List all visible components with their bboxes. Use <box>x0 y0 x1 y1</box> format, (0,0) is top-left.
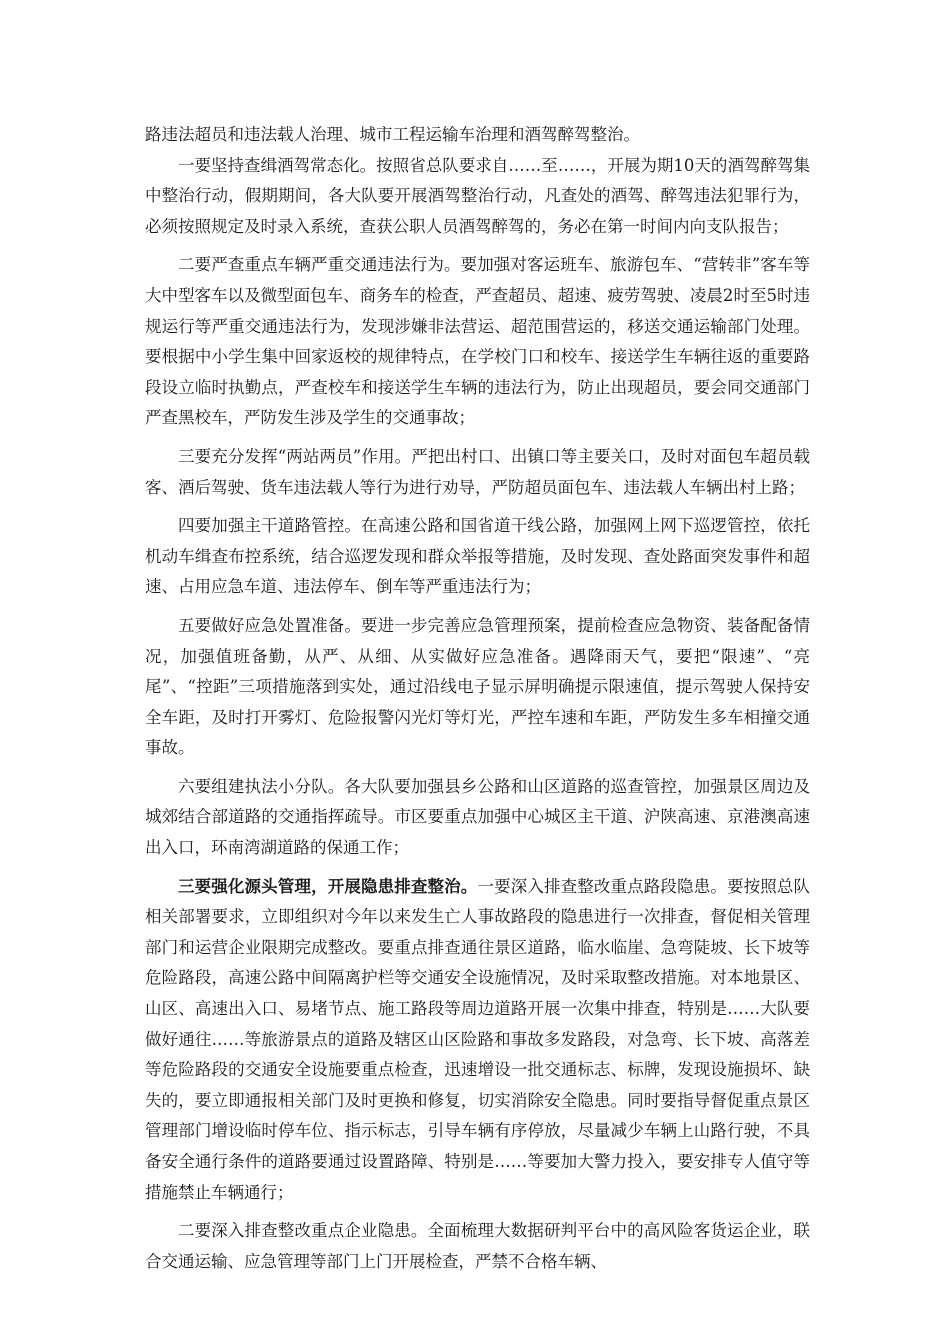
paragraph-emergency: 五要做好应急处置准备。要进一步完善应急管理预案，提前检查应急物资、装备配备情况，加强值班备勤，从严、从细、从实做好应急准备。遇降雨天气，要把“限速”、“亮尾”、“控距”三项措施落到实处，通过沿线电子显示屏明确提示限速值，提示驾驶人保持安全车距，及时打开雾灯、危险报警闪光灯等灯光，严控车速和车距，严防发生多车相撞交通事故。 <box>145 615 810 758</box>
section-heading: 三要强化源头管理，开展隐患排查整治。 <box>178 876 478 896</box>
paragraph-trunk-roads: 四要加强主干道路管控。在高速公路和国省道干线公路，加强网上网下巡逻管控，依托机动车缉查布控系统，结合巡逻发现和群众举报等措施，及时发现、查处路面突发事件和超速、占用应急车道、违法停车、倒车等严重违法行为； <box>145 516 810 597</box>
paragraph-continuation: 路违法超员和违法载人治理、城市工程运输车治理和酒驾醉驾整治。 <box>145 125 640 144</box>
document-page <box>145 120 810 1277</box>
paragraph-drunk-driving: 一要坚持查缉酒驾常态化。按照省总队要求自……至……，开展为期10天的酒驾醉驾集中整治行动，假期期间，各大队要开展酒驾整治行动，凡查处的酒驾、醉驾违法犯罪行为，必须按照规定及时录入系统，查获公职人员酒驾醉驾的，务必在第一时间内向支队报告； <box>145 155 810 236</box>
paragraph-key-vehicles: 二要严查重点车辆严重交通违法行为。要加强对客运班车、旅游包车、“营转非”客车等大中型客车以及微型面包车、商务车的检查，严查超员、超速、疲劳驾驶、凌晨2时至5时违规运行等严重交通违法行为，发现涉嫌非法营运、超范围营运的，移送交通运输部门处理。要根据中小学生集中回家返校的规律特点，在学校门口和校车、接送学生车辆往返的重要路段设立临时执勤点，严查校车和接送学生车辆的违法行为，防止出现超员，要会同交通部门严查黑校车，严防发生涉及学生的交通事故； <box>145 255 810 428</box>
paragraph-two-stations: 三要充分发挥“两站两员”作用。严把出村口、出镇口等主要关口，及时对面包车超员载客、酒后驾驶、货车违法载人等行为进行劝导，严防超员面包车、违法载人车辆出村上路； <box>145 446 810 497</box>
paragraph-enforcement-team: 六要组建执法小分队。各大队要加强县乡公路和山区道路的巡查管控，加强景区周边及城郊结合部道路的交通指挥疏导。市区要重点加强中心城区主干道、沪陕高速、京港澳高速出入口，环南湾湖道路的保通工作； <box>145 776 810 858</box>
section-body: 一要深入排查整改重点路段隐患。要按照总队相关部署要求，立即组织对今年以来发生亡人事故路段的隐患进行一次排查，督促相关管理部门和运营企业限期完成整改。要重点排查通往景区道路，临水临崖、急弯陡坡、长下坡等危险路段，高速公路中间隔离护栏等交通安全设施情况，及时采取整改措施。对本地景区、山区、高速出入口、易堵节点、施工路段等周边道路开展一次集中排查，特别是……大队要做好通往……等旅游景点的道路及辖区山区险路和事故多发路段，对急弯、长下坡、高落差等危险路段的交通安全设施要重点检查，迅速增设一批交通标志、标牌，发现设施损坏、缺失的，要立即通报相关部门及时更换和修复，切实消除安全隐患。同时要指导督促重点景区管理部门增设临时停车位、指示标志，引导车辆有序停放，尽量减少车辆上山路行驶，不具备安全通行条件的道路要通过设置路障、特别是……等要加大警力投入，要安排专人值守等措施禁止车辆通行； <box>145 876 811 1202</box>
paragraph-source-management <box>145 872 810 1209</box>
paragraph-enterprise-hazards: 二要深入排查整改重点企业隐患。全面梳理大数据研判平台中的高风险客货运企业，联合交通运输、应急管理等部门上门开展检查，严禁不合格车辆、 <box>145 1221 810 1271</box>
